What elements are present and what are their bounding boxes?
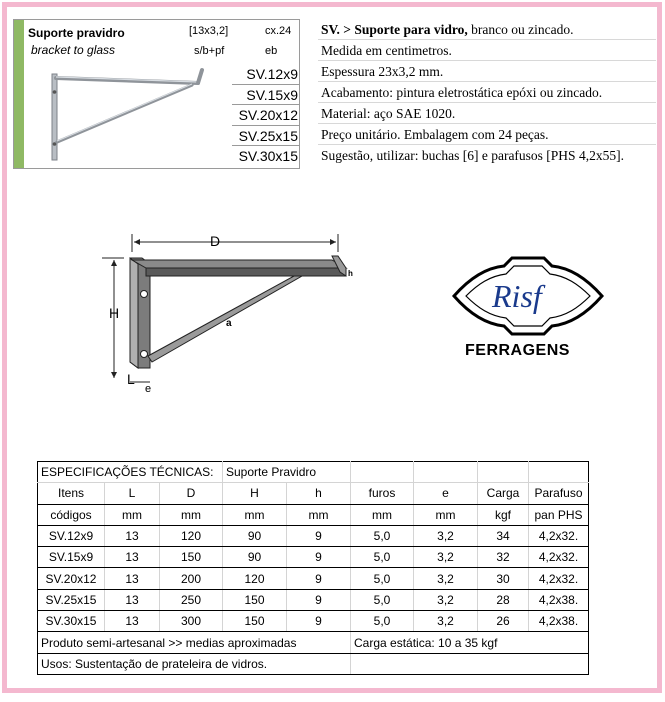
cell-D: 200 — [160, 568, 223, 589]
unit-D: mm — [160, 504, 223, 525]
cell-furos: 5,0 — [351, 525, 414, 546]
header-carga: Carga — [478, 483, 529, 504]
cell-carga: 34 — [478, 525, 529, 546]
product-card — [13, 19, 300, 169]
unit-e: mm — [414, 504, 478, 525]
logo-mark: Risf — [492, 278, 542, 314]
cell-e: 3,2 — [414, 525, 478, 546]
description-line — [318, 19, 656, 40]
cell-H: 150 — [223, 589, 287, 610]
unit-H: mm — [223, 504, 287, 525]
cell-carga: 30 — [478, 568, 529, 589]
cell-L: 13 — [105, 568, 160, 589]
header-e: e — [414, 483, 478, 504]
product-name: Suporte pravidro — [28, 26, 125, 40]
description-line: Material: aço SAE 1020. — [318, 103, 656, 124]
product-finish: s/b+pf — [194, 45, 225, 57]
cell-e: 3,2 — [414, 611, 478, 632]
unit-furos: mm — [351, 504, 414, 525]
description-line: Espessura 23x3,2 mm. — [318, 61, 656, 82]
spec-table — [37, 461, 589, 675]
cell-h: 9 — [287, 525, 351, 546]
cell-parafuso: 4,2x32. — [529, 568, 589, 589]
cell-h: 9 — [287, 611, 351, 632]
header-H: H — [223, 483, 287, 504]
cell-code: SV.30x15 — [38, 611, 105, 632]
model-item: SV.20x12 — [232, 105, 300, 126]
dimension-e-label: e — [145, 383, 152, 395]
header-L: L — [105, 483, 160, 504]
table-row — [38, 525, 589, 546]
cell-carga: 32 — [478, 547, 529, 568]
header-D: D — [160, 483, 223, 504]
description-line: Medida em centimetros. — [318, 40, 656, 61]
cell-furos: 5,0 — [351, 611, 414, 632]
unit-parafuso: pan PHS — [529, 504, 589, 525]
bracket-diagram — [98, 226, 368, 398]
note-semi-artesanal: Produto semi-artesanal >> medias aproximadas — [38, 632, 351, 653]
description-rest: branco ou zincado. — [471, 22, 574, 37]
description-line: Sugestão, utilizar: buchas [6] e parafusos [PHS 4,2x55]. — [321, 148, 624, 163]
dimension-D-label: D — [210, 233, 221, 249]
cell-H: 150 — [223, 611, 287, 632]
dimension-a-label: a — [226, 318, 232, 329]
cell-e: 3,2 — [414, 589, 478, 610]
spec-title: ESPECIFICAÇÕES TÉCNICAS: — [38, 462, 223, 483]
cell-carga: 28 — [478, 589, 529, 610]
product-box-qty: cx.24 — [265, 25, 292, 37]
cell-code: SV.12x9 — [38, 525, 105, 546]
cell-L: 13 — [105, 589, 160, 610]
unit-L: mm — [105, 504, 160, 525]
cell-L: 13 — [105, 547, 160, 568]
product-pack: eb — [265, 45, 278, 57]
note-carga-estatica: Carga estática: 10 a 35 kgf — [351, 632, 589, 653]
table-row — [38, 568, 589, 589]
header-parafuso: Parafuso — [529, 483, 589, 504]
cell-code: SV.15x9 — [38, 547, 105, 568]
header-h: h — [287, 483, 351, 504]
dimension-L-label: L — [127, 371, 135, 387]
cell-H: 120 — [223, 568, 287, 589]
cell-h: 9 — [287, 589, 351, 610]
description-line: Acabamento: pintura eletrostática epóxi ou zincado. — [318, 82, 656, 103]
cell-H: 90 — [223, 547, 287, 568]
header-itens: Itens — [38, 483, 105, 504]
risf-logo — [448, 256, 608, 340]
note-usos: Usos: Sustentação de prateleira de vidros. — [38, 653, 351, 674]
cell-furos: 5,0 — [351, 568, 414, 589]
model-item: SV.15x9 — [232, 85, 300, 106]
cell-L: 13 — [105, 611, 160, 632]
description-code: SV. > — [321, 22, 351, 37]
cell-code: SV.20x12 — [38, 568, 105, 589]
spec-subtitle: Suporte Pravidro — [223, 462, 351, 483]
cell-parafuso: 4,2x38. — [529, 589, 589, 610]
model-item: SV.30x15 — [238, 148, 298, 164]
cell-e: 3,2 — [414, 547, 478, 568]
dimension-h-label: h — [348, 269, 353, 278]
product-dimension: [13x3,2] — [189, 25, 229, 37]
cell-D: 250 — [160, 589, 223, 610]
cell-parafuso: 4,2x32. — [529, 547, 589, 568]
description-bold: Suporte para vidro, — [354, 22, 468, 37]
cell-L: 13 — [105, 525, 160, 546]
table-row — [38, 589, 589, 610]
logo-text: FERRAGENS — [465, 342, 570, 359]
unit-h: mm — [287, 504, 351, 525]
dimension-H-label: H — [109, 305, 120, 321]
cell-D: 150 — [160, 547, 223, 568]
cell-code: SV.25x15 — [38, 589, 105, 610]
cell-furos: 5,0 — [351, 547, 414, 568]
cell-D: 120 — [160, 525, 223, 546]
table-row — [38, 611, 589, 632]
model-item: SV.12x9 — [232, 64, 300, 85]
cell-parafuso: 4,2x38. — [529, 611, 589, 632]
product-description — [318, 19, 656, 171]
cell-carga: 26 — [478, 611, 529, 632]
cell-h: 9 — [287, 547, 351, 568]
model-item: SV.25x15 — [232, 126, 300, 147]
unit-codigos: códigos — [38, 504, 105, 525]
cell-h: 9 — [287, 568, 351, 589]
header-furos: furos — [351, 483, 414, 504]
accent-bar — [14, 20, 24, 168]
bracket-photo — [42, 64, 222, 168]
cell-H: 90 — [223, 525, 287, 546]
product-name-english: bracket to glass — [31, 43, 116, 57]
table-row — [38, 547, 589, 568]
cell-parafuso: 4,2x32. — [529, 525, 589, 546]
cell-furos: 5,0 — [351, 589, 414, 610]
description-line: Preço unitário. Embalagem com 24 peças. — [318, 124, 656, 145]
cell-D: 300 — [160, 611, 223, 632]
unit-carga: kgf — [478, 504, 529, 525]
model-list — [232, 64, 300, 167]
cell-e: 3,2 — [414, 568, 478, 589]
